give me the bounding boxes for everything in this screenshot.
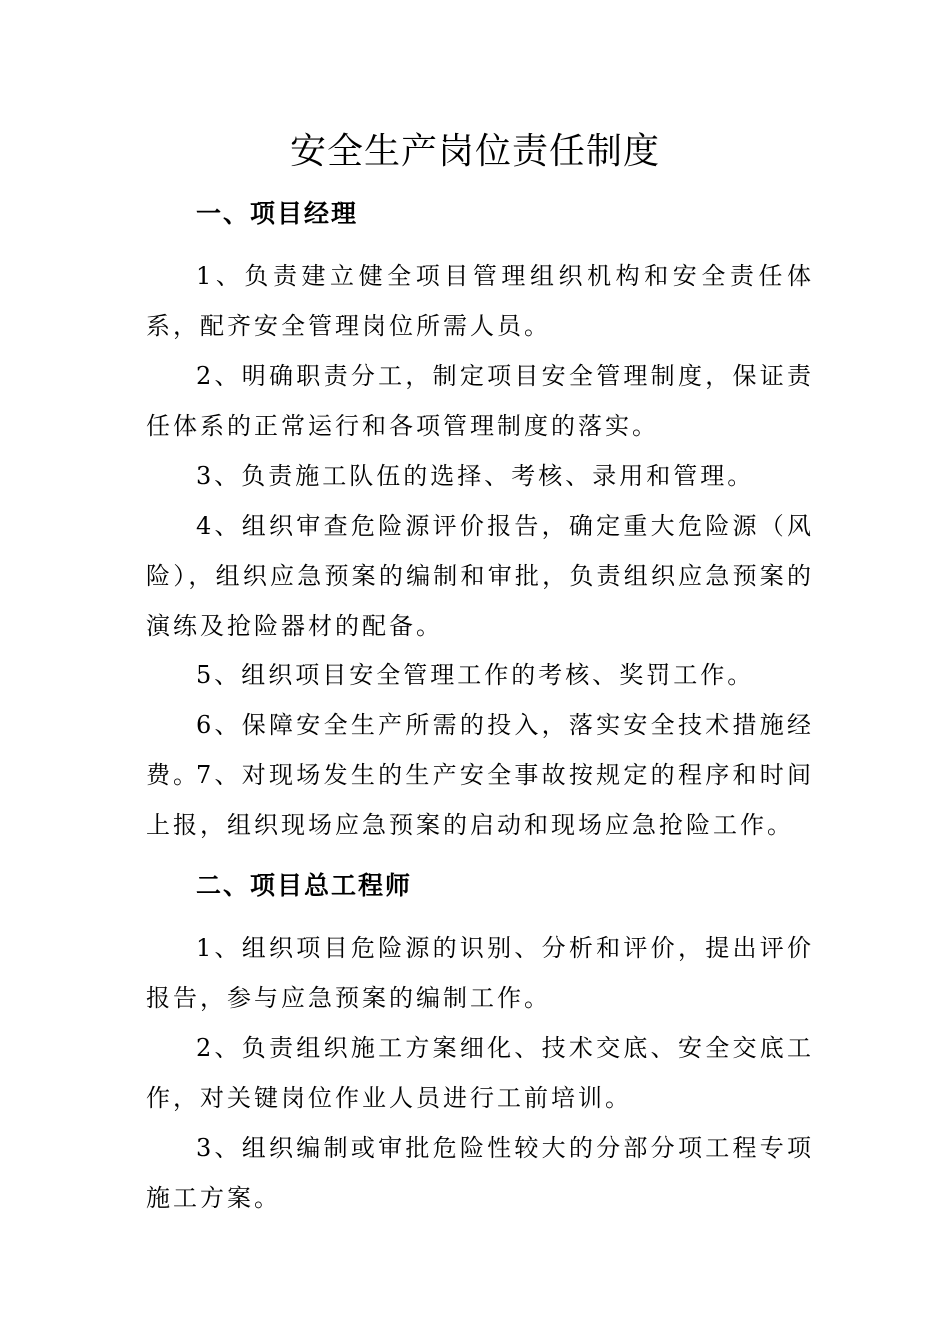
paragraph-ce-1: 1、组织项目危险源的识别、分析和评价，提出评价报告，参与应急预案的编制工作。	[146, 934, 814, 1012]
section-heading-chief-engineer: 二、项目总工程师	[196, 871, 413, 900]
section-heading-project-manager: 一、项目经理	[196, 199, 359, 228]
paragraph-pm-6: 6、保障安全生产所需的投入，落实安全技术措施经费。	[146, 711, 814, 789]
paragraph-pm-3: 3、负责施工队伍的选择、考核、录用和管理。	[196, 462, 755, 490]
paragraph-ce-2: 2、负责组织施工方案细化、技术交底、安全交底工作，对关键岗位作业人员进行工前培训。	[146, 1034, 814, 1112]
document-title: 安全生产岗位责任制度	[289, 131, 660, 172]
paragraph-pm-4: 4、组织审查危险源评价报告，确定重大危险源（风险），组织应急预案的编制和审批，负责组织应急预案的演练及抢险器材的配备。	[146, 512, 814, 640]
paragraph-pm-7: 7、对现场发生的生产安全事故按规定的程序和时间上报，组织现场应急预案的启动和现场应急抢险工作。	[146, 761, 814, 839]
paragraph-pm-1: 1、负责建立健全项目管理组织机构和安全责任体系，配齐安全管理岗位所需人员。	[146, 262, 814, 340]
paragraph-pm-2: 2、明确职责分工，制定项目安全管理制度，保证责任体系的正常运行和各项管理制度的落实。	[146, 362, 814, 440]
paragraph-pm-5: 5、组织项目安全管理工作的考核、奖罚工作。	[196, 661, 755, 689]
paragraph-ce-3: 3、组织编制或审批危险性较大的分部分项工程专项施工方案。	[146, 1134, 814, 1212]
